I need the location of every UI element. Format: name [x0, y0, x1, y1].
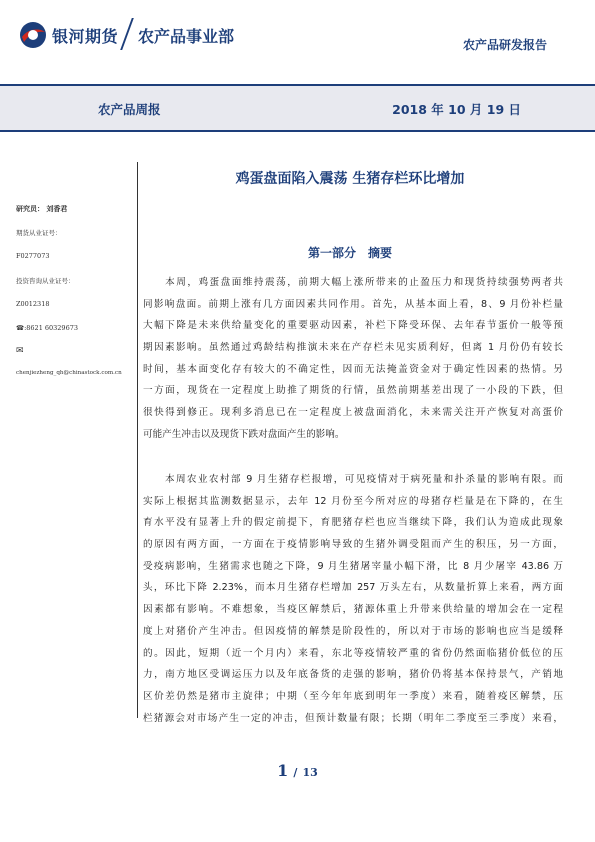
report-date: 2018 年 10 月 19 日 [392, 102, 521, 117]
band-top-rule [0, 84, 595, 86]
paragraph-line: 可能产生冲击以及现货下跌对盘面产生的影响。 [143, 428, 345, 440]
column-divider [137, 162, 138, 718]
total-pages: 13 [302, 766, 318, 779]
paragraph-line: 力，南方地区受调运压力以及年底备货的走强的影响，猪价仍将基本保持景气，产销地 [143, 669, 563, 681]
paragraph-line: 的原因有两方面，一方面在于疫情影响导致的生猪外调受阻而产生的积压，另一方面， [143, 539, 563, 551]
analyst-name: 研究员： 刘香君 [16, 204, 68, 213]
paragraph-line: 的。因此，短期（近一个月内）来看，东北等疫情较严重的省份仍然面临猪价低位的压 [143, 647, 563, 659]
summary-paragraph-egg [143, 272, 563, 446]
license-label: 期货从业证号： [16, 229, 62, 237]
section-heading: 第一部分 摘要 [307, 246, 392, 260]
invest-license-number: Z0012318 [16, 300, 50, 308]
division-name: 农产品事业部 [138, 27, 235, 46]
report-header [0, 0, 595, 82]
paragraph-line: 期因素影响。虽然通过鸡龄结构推演未来在产存栏未见实质利好，但离 1 月份仍有较长 [143, 342, 563, 354]
paragraph-line: 度上对猪价产生冲击。但因疫情的解禁是阶段性的，所以对于市场的影响也应当是缓释 [143, 625, 563, 637]
report-title: 鸡蛋盘面陷入震荡 生猪存栏环比增加 [235, 171, 465, 187]
brand-divider [120, 18, 134, 50]
phone-number: ☎:8621 60329673 [16, 324, 78, 332]
paragraph-line: 育水平没有显著上升的假定前提下，育肥猪存栏也应当继续下降，我们认为造成此现象 [143, 517, 563, 529]
email-icon: ✉ [16, 346, 24, 356]
paragraph-line: 一方面，现货在一定程度上助推了期货的行情，虽然前期基差出现了一小段的下跌，但 [143, 385, 563, 397]
band-bottom-rule [0, 130, 595, 132]
paragraph-line: 大幅下降是未来供给量变化的重要驱动因素，补栏下降受环保、去年春节蛋价一般等预 [143, 320, 563, 332]
paragraph-line: 头，环比下降 2.23%，而本月生猪存栏增加 257 万头左右，从数量折算上来看，两方面 [143, 582, 563, 594]
summary-paragraph-hog [143, 469, 563, 729]
paragraph-line: 很快得到修正。现利多消息已在一定程度上被盘面消化，未来需关注开产恢复对高蛋价 [143, 407, 563, 419]
paragraph-line: 同影响盘面。前期上涨有几方面因素共同作用。首先，从基本面上看，8、9 月份补栏量 [143, 298, 563, 310]
paragraph-line: 栏猪源会对市场产生一定的冲击，但预计数量有限；长期（明年二季度至三季度）来看， [143, 712, 563, 724]
paragraph-line: 区价差仍然是猪市主旋律；中期（至今年年底到明年一季度）来看，随着疫区解禁，压 [143, 690, 563, 702]
report-type: 农产品研发报告 [462, 38, 547, 52]
license-number: F0277073 [16, 252, 50, 260]
email-address[interactable]: chenjiezheng_qh@chinastock.com.cn [16, 370, 122, 376]
paragraph-line: 本周农业农村部 9 月生猪存栏报增，可见疫情对于病死量和扑杀量的影响有限。而 [143, 474, 563, 485]
page-separator: / [293, 766, 298, 779]
page-indicator [0, 761, 595, 780]
paragraph-line: 实际上根据其监测数据显示，去年 12 月份至今所对应的母猪存栏量是在下降的，在生 [143, 495, 563, 507]
paragraph-line: 因素都有影响。不难想象，当疫区解禁后，猪源体重上升带来供给量的增加会在一定程 [143, 604, 563, 616]
paragraph-line: 时间，基本面变化存有较大的不确定性，因而无法掩盖资金对于确定性因素的热情。另 [143, 363, 563, 375]
paragraph-line: 本周，鸡蛋盘面维持震荡，前期大幅上涨所带来的止盈压力和现货持续强势两者共 [143, 277, 563, 288]
galaxy-logo-icon [18, 20, 48, 50]
report-series: 农产品周报 [98, 102, 161, 117]
invest-license-label: 投资咨询从业证号： [16, 277, 75, 285]
brand-name: 银河期货 [52, 27, 119, 46]
current-page: 1 [277, 761, 289, 780]
paragraph-line: 受疫病影响，生猪需求也随之下降，9 月生猪屠宰量小幅下滑，比 8 月少屠宰 43.86 万 [143, 560, 563, 572]
